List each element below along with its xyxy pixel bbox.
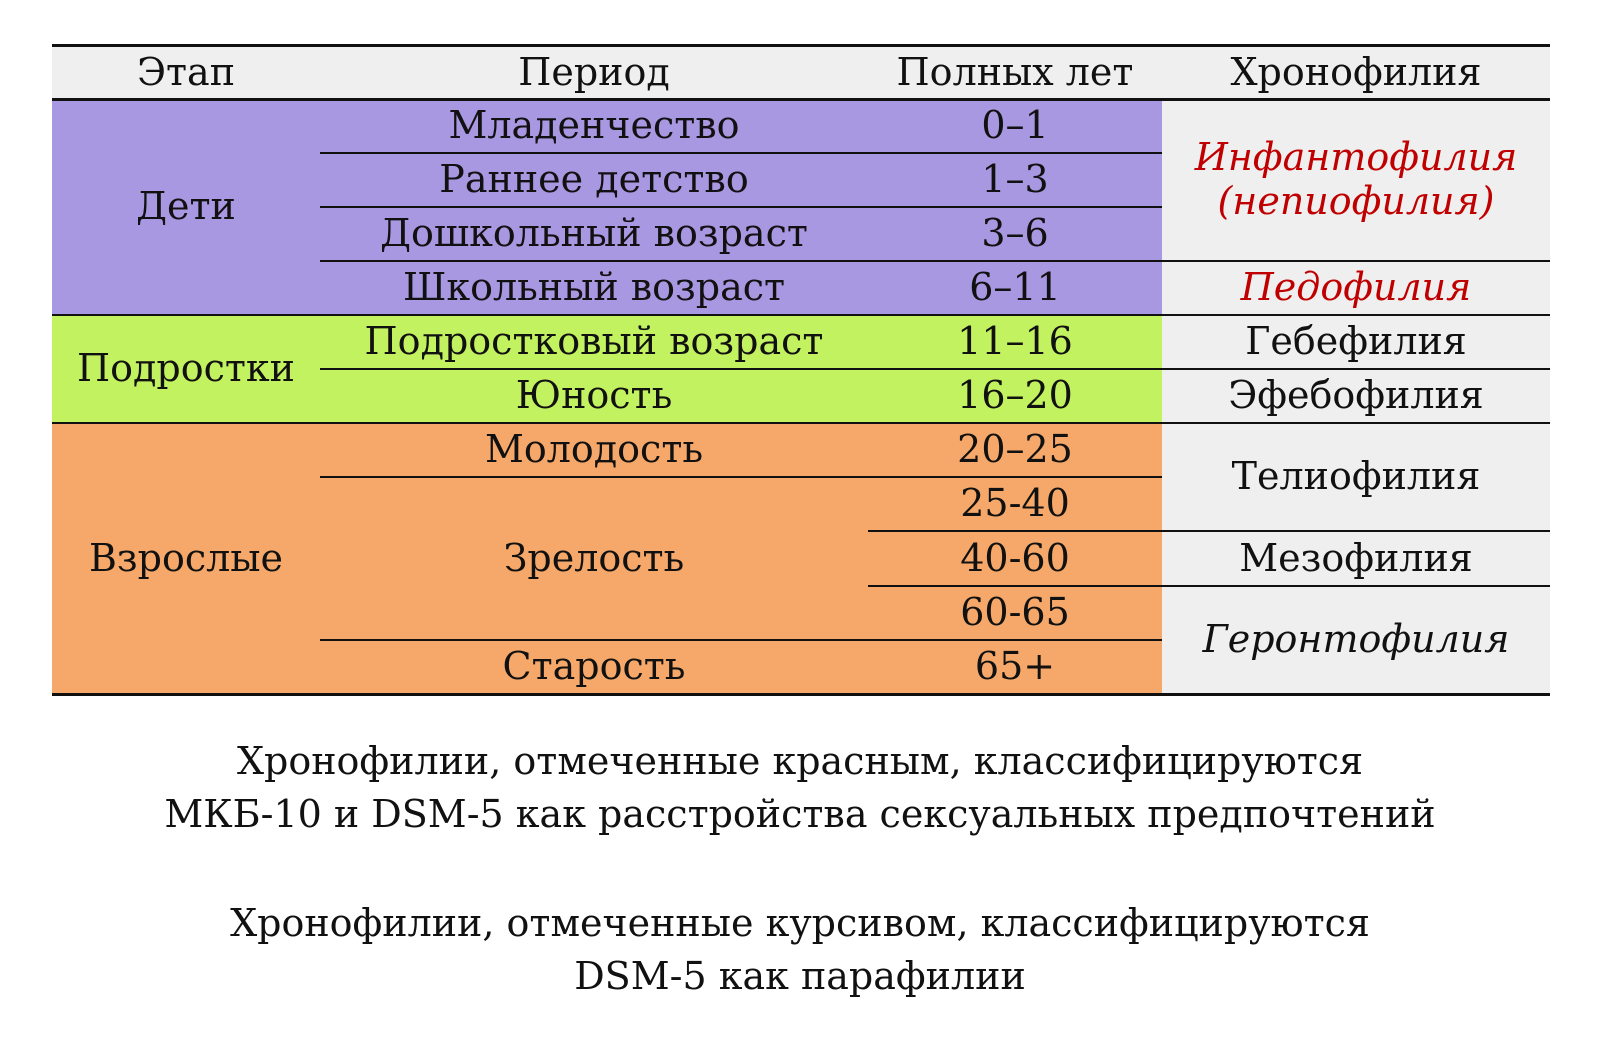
age-cell: 60-65 (868, 586, 1162, 640)
stage-children: Дети (52, 99, 320, 315)
period-early-childhood: Раннее детство (320, 153, 868, 207)
age-cell: 11–16 (868, 315, 1162, 369)
chronophilia-infantophilia (1162, 99, 1550, 261)
row-rule (868, 530, 1550, 532)
period-old-age: Старость (320, 640, 868, 694)
chronophilia-gerontophilia: Геронтофилия (1162, 586, 1550, 694)
chronophilia-teleiophilia: Телиофилия (1162, 423, 1550, 531)
period-infancy: Младенчество (320, 99, 868, 153)
header-rule (52, 98, 1550, 101)
row-rule (320, 152, 1162, 154)
period-youth: Юность (320, 369, 868, 423)
age-cell: 65+ (868, 640, 1162, 694)
period-maturity: Зрелость (320, 477, 868, 640)
age-cell: 16–20 (868, 369, 1162, 423)
period-young-adult: Молодость (320, 423, 868, 477)
age-cell: 25-40 (868, 477, 1162, 531)
stage-adults: Взрослые (52, 423, 320, 694)
table-top-rule (52, 44, 1550, 47)
header-full-years: Полных лет (868, 46, 1162, 99)
age-cell: 0–1 (868, 99, 1162, 153)
age-cell: 40-60 (868, 531, 1162, 586)
age-cell: 3–6 (868, 207, 1162, 261)
row-rule (320, 639, 1162, 641)
section-rule (52, 314, 1550, 316)
infantophilia-label: Инфантофилия (1194, 135, 1518, 180)
nepiophilia-label: (непиофилия) (1217, 179, 1495, 223)
table-bottom-rule (52, 693, 1550, 696)
row-rule (320, 476, 1162, 478)
header-stage: Этап (52, 46, 320, 99)
period-school: Школьный возраст (320, 261, 868, 315)
period-preschool: Дошкольный возраст (320, 207, 868, 261)
period-adolescence: Подростковый возраст (320, 315, 868, 369)
section-rule (52, 422, 1550, 424)
note-red-line-2: МКБ-10 и DSM-5 как расстройства сексуальных предпочтений (164, 792, 1436, 836)
age-cell: 1–3 (868, 153, 1162, 207)
header-period: Период (320, 46, 868, 99)
row-rule (320, 206, 1162, 208)
chronophilia-pedophilia: Педофилия (1162, 261, 1550, 315)
note-red-line-1: Хронофилии, отмеченные красным, классифицируются (236, 739, 1364, 783)
chronophilia-hebephilia: Гебефилия (1162, 315, 1550, 369)
header-chronophilia: Хронофилия (1162, 46, 1550, 99)
row-rule (868, 585, 1550, 587)
age-cell: 6–11 (868, 261, 1162, 315)
stage-teens: Подростки (52, 315, 320, 423)
note-italic-line-2: DSM-5 как парафилии (574, 954, 1026, 998)
row-rule (320, 368, 1550, 370)
chronophilia-ephebophilia: Эфебофилия (1162, 369, 1550, 423)
note-italic-line-1: Хронофилии, отмеченные курсивом, классифицируются (230, 901, 1370, 945)
chronophilia-mesophilia: Мезофилия (1162, 531, 1550, 586)
row-rule (320, 260, 1550, 262)
age-cell: 20–25 (868, 423, 1162, 477)
